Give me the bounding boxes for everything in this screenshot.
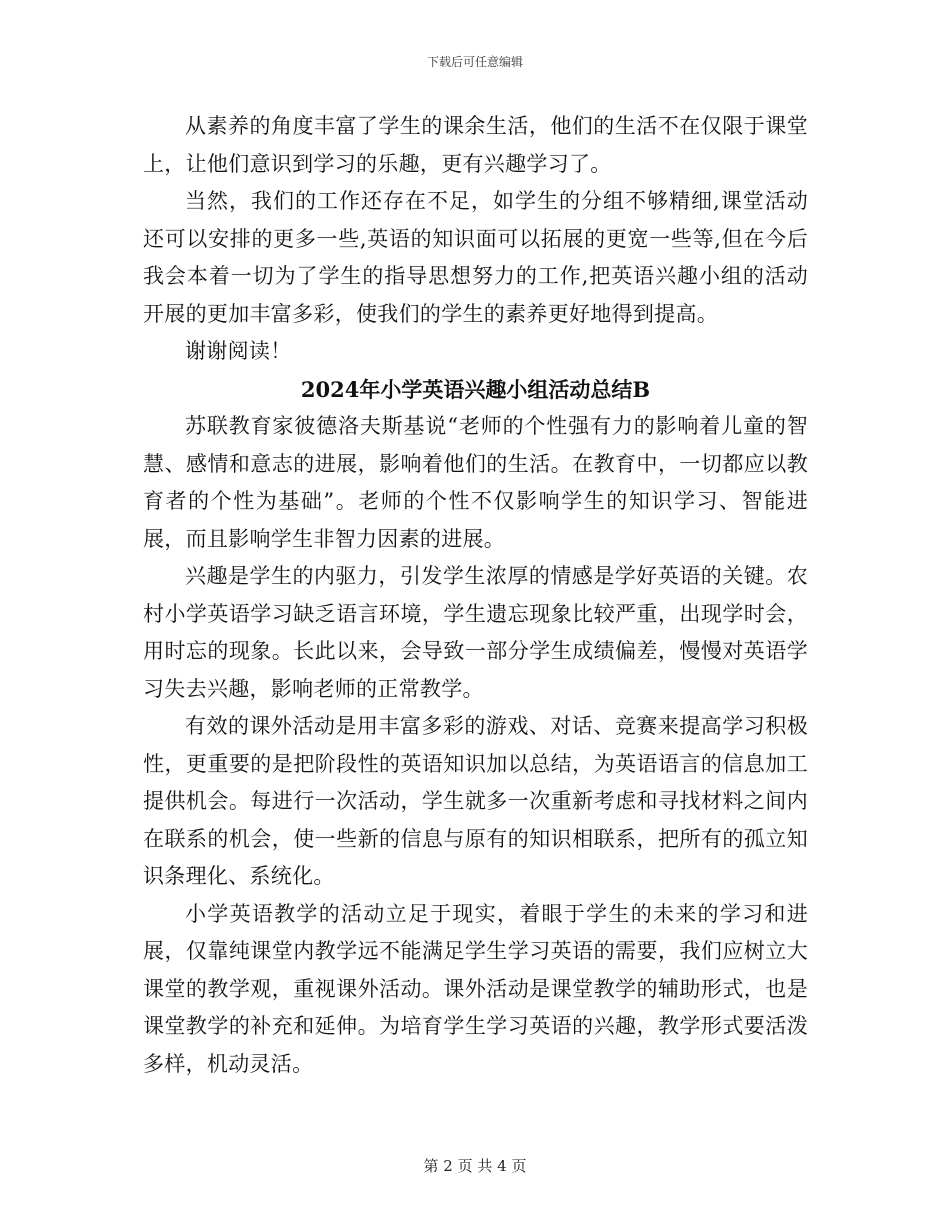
paragraph-continued: 从素养的角度丰富了学生的课余生活，他们的生活不在仅限于课堂上，让他们意识到学习的乐趣，更有兴趣学习了。 bbox=[143, 114, 808, 176]
paragraph: 当然，我们的工作还存在不足，如学生的分组不够精细,课堂活动还可以安排的更多一些,英语的知识面可以拓展的更宽一些等,但在今后我会本着一切为了学生的指导思想努力的工作,把英语兴趣小组的活动开展的更加丰富多彩，使我们的学生的素养更好地得到提高。 bbox=[143, 189, 808, 326]
paragraph: 有效的课外活动是用丰富多彩的游戏、对话、竞赛来提高学习积极性，更重要的是把阶段性的英语知识加以总结，为英语语言的信息加工提供机会。每进行一次活动，学生就多一次重新考虑和寻找材料之间内在联系的机会，使一些新的信息与原有的知识相联系，把所有的孤立知识条理化、系统化。 bbox=[143, 714, 808, 888]
document-body bbox=[143, 108, 808, 1083]
paragraph: 小学英语教学的活动立足于现实，着眼于学生的未来的学习和进展，仅靠纯课堂内教学远不能满足学生学习英语的需要，我们应树立大课堂的教学观，重视课外活动。课外活动是课堂教学的辅助形式，也是课堂教学的补充和延伸。为培育学生学习英语的兴趣，教学形式要活泼多样，机动灵活。 bbox=[143, 901, 808, 1076]
paragraph: 苏联教育家彼德洛夫斯基说“老师的个性强有力的影响着儿童的智慧、感情和意志的进展，影响着他们的生活。在教育中，一切都应以教育者的个性为基础”。老师的个性不仅影响学生的知识学习、智能进展，而且影响学生非智力因素的进展。 bbox=[143, 414, 808, 551]
paragraph: 兴趣是学生的内驱力，引发学生浓厚的情感是学好英语的关键。农村小学英语学习缺乏语言环境，学生遗忘现象比较严重，出现学时会，用时忘的现象。长此以来，会导致一部分学生成绩偏差，慢慢对英语学习失去兴趣，影响老师的正常教学。 bbox=[143, 564, 808, 701]
closing-thanks: 谢谢阅读！ bbox=[185, 339, 292, 363]
section-title: 2024年小学英语兴趣小组活动总结B bbox=[300, 376, 651, 402]
header-note: 下载后可任意编辑 bbox=[426, 55, 523, 69]
page-number: 第 2 页 共 4 页 bbox=[423, 1157, 527, 1175]
